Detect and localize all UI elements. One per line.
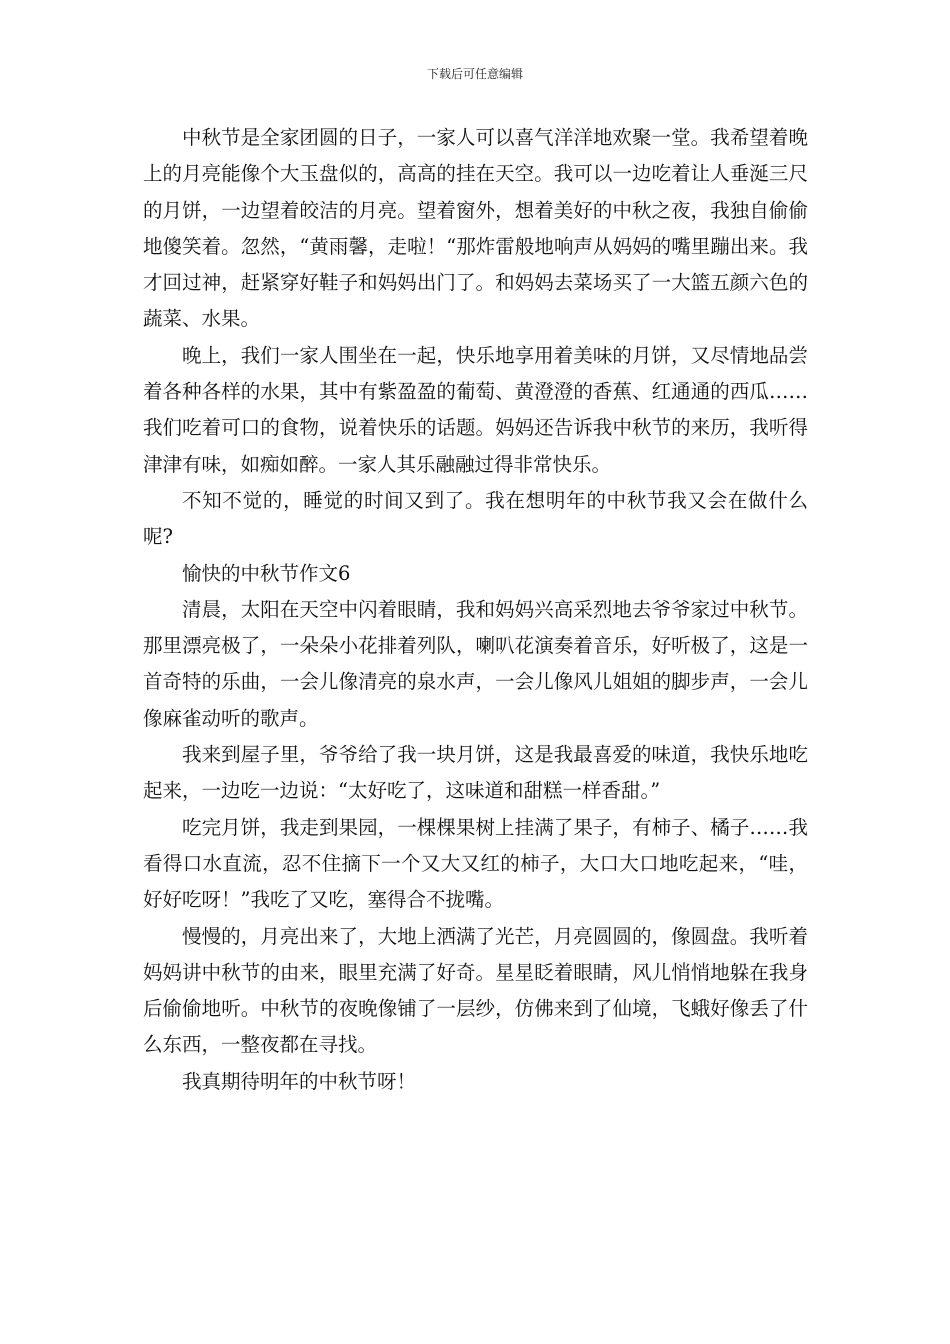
paragraph: 不知不觉的，睡觉的时间又到了。我在想明年的中秋节我又会在做什么呢? (143, 488, 808, 549)
paragraph: 慢慢的，月亮出来了，大地上洒满了光芒，月亮圆圆的，像圆盘。我听着妈妈讲中秋节的由来，眼里充满了好奇。星星眨着眼睛，风儿悄悄地躲在我身后偷偷地听。中秋节的夜晚像铺了一层纱，仿佛来到了仙境，飞蛾好像丢了什么东西，一整夜都在寻找。 (143, 924, 808, 1057)
section-title: 愉快的中秋节作文6 (182, 561, 351, 585)
paragraph: 清晨，太阳在天空中闪着眼睛，我和妈妈兴高采烈地去爷爷家过中秋节。那里漂亮极了，一朵朵小花排着列队，喇叭花演奏着音乐，好听极了，这是一首奇特的乐曲，一会儿像清亮的泉水声，一会儿像风儿姐姐的脚步声，一会儿像麻雀动听的歌声。 (143, 597, 808, 730)
paragraph: 我来到屋子里，爷爷给了我一块月饼，这是我最喜爱的味道，我快乐地吃起来，一边吃一边说：“太好吃了，这味道和甜糕一样香甜。” (143, 743, 808, 803)
paragraph: 我真期待明年的中秋节呀！ (182, 1069, 417, 1093)
page-header: 下载后可任意编辑 (426, 67, 523, 81)
paragraph: 晚上，我们一家人围坐在一起，快乐地享用着美味的月饼，又尽情地品尝着各种各样的水果，其中有紫盈盈的葡萄、黄澄澄的香蕉、红通通的西瓜……我们吃着可口的食物，说着快乐的话题。妈妈还告诉我中秋节的来历，我听得津津有味，如痴如醉。一家人其乐融融过得非常快乐。 (143, 343, 808, 476)
document-body (143, 120, 808, 1100)
paragraph: 中秋节是全家团圆的日子，一家人可以喜气洋洋地欢聚一堂。我希望着晚上的月亮能像个大玉盘似的，高高的挂在天空。我可以一边吃着让人垂涎三尺的月饼，一边望着皎洁的月亮。望着窗外，想着美好的中秋之夜，我独自偷偷地傻笑着。忽然，“黄雨馨，走啦！“那炸雷般地响声从妈妈的嘴里蹦出来。我才回过神，赶紧穿好鞋子和妈妈出门了。和妈妈去菜场买了一大篮五颜六色的蔬菜、水果。 (143, 126, 808, 331)
paragraph: 吃完月饼，我走到果园，一棵棵果树上挂满了果子，有柿子、橘子……我看得口水直流，忍不住摘下一个又大又红的柿子，大口大口地吃起来，“哇，好好吃呀！”我吃了又吃，塞得合不拢嘴。 (143, 815, 808, 912)
